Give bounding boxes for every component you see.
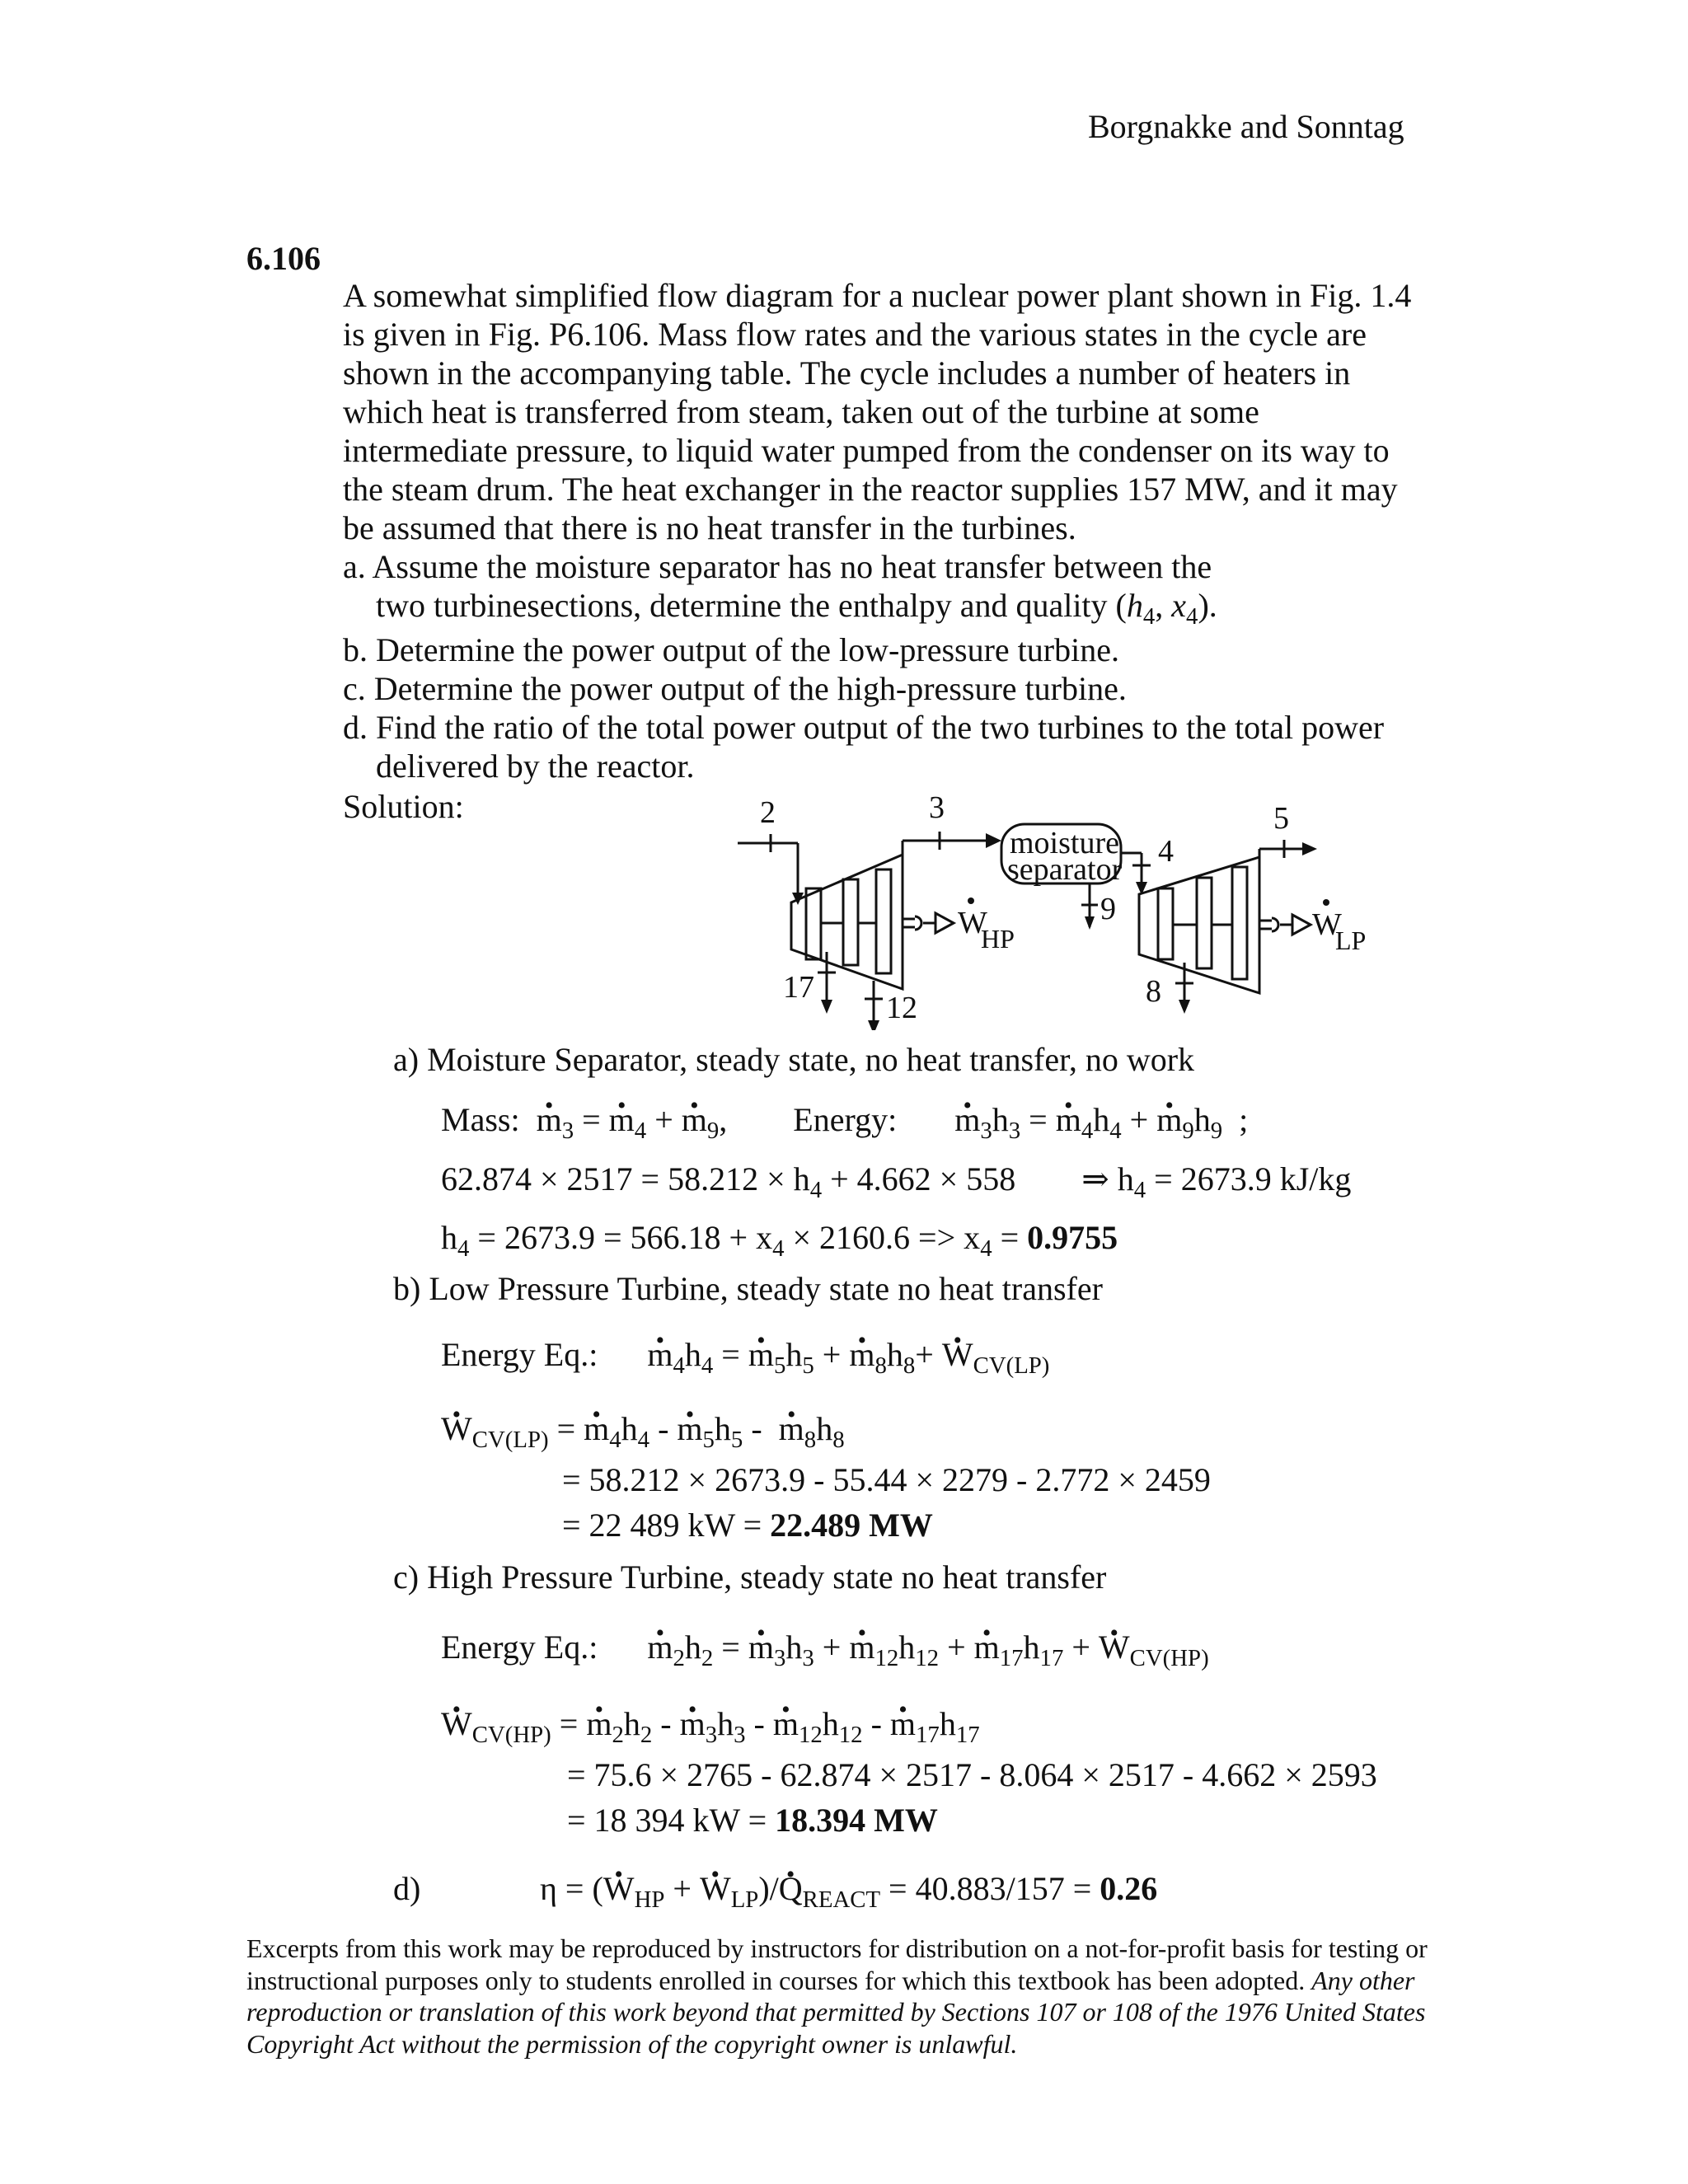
state-label: 4 bbox=[1158, 834, 1174, 869]
section-d-label: d) bbox=[393, 1870, 421, 1907]
section-b-heading: b) Low Pressure Turbine, steady state no heat transfer bbox=[393, 1270, 1103, 1307]
state-label: 3 bbox=[929, 790, 945, 825]
solution-label: Solution: bbox=[343, 788, 464, 825]
section-a-mass-energy: Mass: • $m_3$ = • $m_4$ + • $m_9$, Energy: • $m_3h_3$ = • $m_4h_4$ + • $m_9h_9$ ; bbox=[441, 1100, 1248, 1139]
copyright-footer bbox=[246, 1933, 1458, 2060]
part-a-line2: two turbinesections, determine the enthalpy and quality ($h_4$, $x_4$). bbox=[376, 587, 1217, 630]
footer-italic: Any other reproduction or translation of this work beyond that permitted by Sections 107 or 108 of the 1976 United States Copyright Act without the permission of the copyright owner is unlawful. bbox=[246, 1965, 1426, 2059]
part-c: c. Determine the power output of the high-pressure turbine. bbox=[343, 670, 1127, 707]
section-a-equation-2: $62.874 \times 2517 = 58.212 \times h_4 + 4.662 \times 558$ ⇒ $h_4 = 2673.9$ kJ/kg bbox=[441, 1160, 1352, 1204]
statement-line: intermediate pressure, to liquid water pumped from the condenser on its way to bbox=[343, 432, 1390, 469]
section-b-result: = 22 489 kW = 22.489 MW bbox=[562, 1507, 933, 1544]
statement-line: be assumed that there is no heat transfer in the turbines. bbox=[343, 509, 1076, 546]
section-b-work-eq: • $W_{CV(LP)}$ = • $m_4h_4$ - • $m_5h_5$ - • $m_8h_8$ bbox=[441, 1409, 845, 1448]
lp-power-answer: 22.489 MW bbox=[770, 1507, 933, 1544]
state-label: 9 bbox=[1100, 892, 1116, 926]
state-label: 8 bbox=[1146, 974, 1161, 1009]
section-b-numeric: = 58.212 × 2673.9 - 55.44 × 2279 - 2.772 × 2459 bbox=[562, 1461, 1211, 1498]
footer-normal: Excerpts from this work may be reproduced by instructors for distribution on a not-for-profit basis for testing or instructional purposes only to students enrolled in courses for which this textbook has been adopted. bbox=[246, 1933, 1428, 1995]
section-c-work-eq: • $W_{CV(HP)}$ = • $m_2h_2$ - • $m_3h_3$ - • $m_{12}h_{12}$ - • $m_{17}h_{17}$ bbox=[441, 1704, 980, 1743]
section-a-equation-3: $h_4 = 2673.9 = 566.18 + x_4 \times 2160.6 => x_4 = 0.9755$ bbox=[441, 1219, 1118, 1263]
state-label: 17 bbox=[783, 970, 814, 1005]
separator-label: moisture bbox=[1010, 826, 1119, 860]
part-d-line2: delivered by the reactor. bbox=[376, 748, 695, 785]
problem-statement bbox=[343, 276, 1411, 785]
part-b: b. Determine the power output of the low-pressure turbine. bbox=[343, 631, 1119, 668]
work-lp-label: W bbox=[1312, 907, 1342, 942]
efficiency-answer: 0.26 bbox=[1100, 1870, 1158, 1907]
section-c-numeric: = 75.6 × 2765 - 62.874 × 2517 - 8.064 × 2517 - 4.662 × 2593 bbox=[567, 1756, 1377, 1793]
section-d-efficiency: η = (• $W_{HP}$ + • $W_{LP})/•$ $Q_{REACT} = 40.883/157 = 0.26$ bbox=[540, 1869, 1157, 1908]
section-c-energy-eq: Energy Eq.: • $m_2h_2$ = • $m_3h_3$ + • $m_{12}h_{12}$ + • $m_{17}h_{17}$ + • $W_{CV(HP)}$ bbox=[441, 1628, 1209, 1666]
state-label: 5 bbox=[1273, 801, 1289, 836]
section-a-heading: a) Moisture Separator, steady state, no heat transfer, no work bbox=[393, 1041, 1195, 1078]
part-d-line1: d. Find the ratio of the total power output of the two turbines to the total power bbox=[343, 709, 1385, 746]
problem-number: 6.106 bbox=[246, 240, 321, 277]
state-label: 12 bbox=[886, 991, 917, 1025]
section-b-energy-eq: Energy Eq.: • $m_4h_4$ = • $m_5h_5$ + • $m_8h_8+$ • $W_{CV(LP)}$ bbox=[441, 1335, 1049, 1374]
statement-line: A somewhat simplified flow diagram for a nuclear power plant shown in Fig. 1.4 bbox=[343, 277, 1412, 314]
statement-line: the steam drum. The heat exchanger in the reactor supplies 157 MW, and it may bbox=[343, 471, 1398, 508]
part-a-line1: a. Assume the moisture separator has no heat transfer between the bbox=[343, 548, 1212, 585]
turbine-flow-diagram bbox=[725, 783, 1401, 1030]
work-hp-sub: HP bbox=[981, 924, 1015, 954]
quality-answer: 0.9755 bbox=[1027, 1219, 1118, 1256]
statement-line: shown in the accompanying table. The cycle includes a number of heaters in bbox=[343, 354, 1351, 391]
work-lp-sub: LP bbox=[1335, 926, 1367, 955]
state-label: 2 bbox=[760, 795, 776, 830]
section-c-result: = 18 394 kW = 18.394 MW bbox=[567, 1802, 938, 1839]
hp-power-answer: 18.394 MW bbox=[775, 1802, 938, 1839]
work-hp-label: W bbox=[958, 906, 987, 940]
page-header-authors: Borgnakke and Sonntag bbox=[1088, 108, 1404, 145]
statement-line: is given in Fig. P6.106. Mass flow rates and the various states in the cycle are bbox=[343, 316, 1367, 353]
section-c-heading: c) High Pressure Turbine, steady state no heat transfer bbox=[393, 1558, 1107, 1596]
separator-label: separator bbox=[1007, 852, 1123, 887]
statement-line: which heat is transferred from steam, taken out of the turbine at some bbox=[343, 393, 1259, 430]
